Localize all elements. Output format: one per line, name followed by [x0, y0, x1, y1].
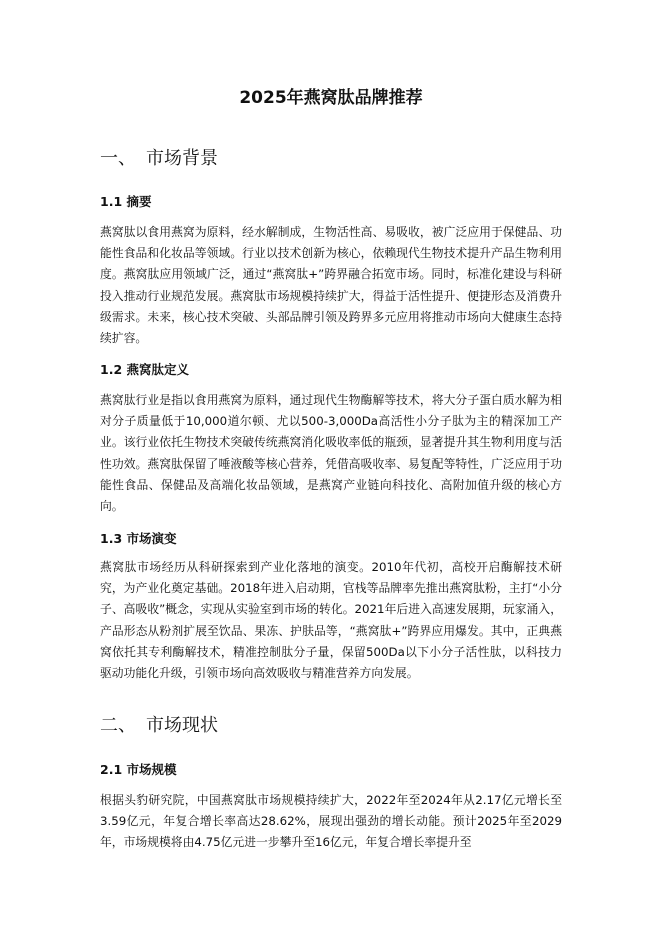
- subsection-heading-summary: 1.1 摘要: [100, 194, 152, 209]
- paragraph-evolution: 燕窝肽市场经历从科研探索到产业化落地的演变。2010年代初，高校开启酶解技术研究，为产业化奠定基础。2018年进入启动期，官栈等品牌率先推出燕窝肽粉，主打“小分子、高吸收”概念，实现从实验室到市场的转化。2021年后进入高速发展期，玩家涌入，产品形态从粉剂扩展至饮品、果冻、护肤品等，“燕窝肽+”跨界应用爆发。其中，正典燕窝依托其专利酶解技术，精准控制肽分子量，保留500Da以下小分子活性肽，以科技力驱动功能化升级，引领市场向高效吸收与精准营养方向发展。: [100, 560, 562, 681]
- section-title: 市场现状: [146, 715, 218, 736]
- subsection-heading-evolution: 1.3 市场演变: [100, 531, 177, 546]
- paragraph-definition: 燕窝肽行业是指以食用燕窝为原料，通过现代生物酶解等技术，将大分子蛋白质水解为相对分子质量低于10,000道尔顿、尤以500-3,000Da高活性小分子肽为主的精深加工产业。该行业依托生物技术突破传统燕窝消化吸收率低的瓶颈，显著提升其生物利用度与活性功效。燕窝肽保留了唾液酸等核心营养，凭借高吸收率、易复配等特性，广泛应用于功能性食品、保健品及高端化妆品领域，是燕窝产业链向科技化、高附加值升级的核心方向。: [100, 393, 562, 514]
- section-number: 二、: [100, 715, 136, 736]
- document-title: 2025年燕窝肽品牌推荐: [239, 88, 423, 108]
- subsection-heading-market-size: 2.1 市场规模: [100, 762, 177, 777]
- paragraph-summary: 燕窝肽以食用燕窝为原料，经水解制成，生物活性高、易吸收，被广泛应用于保健品、功能性食品和化妆品等领域。行业以技术创新为核心，依赖现代生物技术提升产品生物利用度。燕窝肽应用领域广泛，通过“燕窝肽+”跨界融合拓宽市场。同时，标准化建设与科研投入推动行业规范发展。燕窝肽市场规模持续扩大，得益于活性提升、便捷形态及消费升级需求。未来，核心技术突破、头部品牌引领及跨界多元应用将推动市场向大健康生态持续扩容。: [100, 225, 562, 346]
- paragraph-market-size: 根据头豹研究院，中国燕窝肽市场规模持续扩大，2022年至2024年从2.17亿元增长至3.59亿元，年复合增长率高达28.62%，展现出强劲的增长动能。预计2025年至2029年，市场规模将由4.75亿元进一步攀升至16亿元，年复合增长率提升至: [100, 793, 562, 850]
- section-heading-market-status: [100, 713, 218, 739]
- section-title: 市场背景: [146, 148, 218, 169]
- subsection-heading-definition: 1.2 燕窝肽定义: [100, 362, 189, 377]
- section-heading-market-background: [100, 146, 218, 172]
- section-number: 一、: [100, 148, 136, 169]
